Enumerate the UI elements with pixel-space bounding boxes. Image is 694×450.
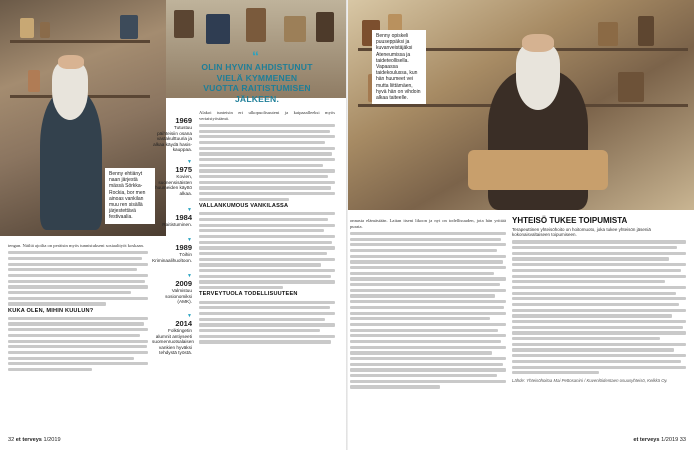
- magazine-brand: et terveys: [633, 437, 660, 443]
- triangle-icon: ▼: [187, 208, 192, 213]
- timeline-item: [152, 274, 192, 305]
- left-photo-caption: Benny ehtiänyt naan järjestä mässä Sörkka-Rockia, bor men ainoas vankilan muu ren sisällä järjestettävä festivaalia.: [105, 168, 155, 224]
- pull-quote: OLIN HYVIN AHDISTUNUT VIELÄ KYMMENEN VUOTTA RAITISTUMISEN JÄLKEEN.: [201, 62, 313, 104]
- magazine-brand: et terveys: [15, 437, 42, 443]
- timeline-item: [152, 116, 192, 153]
- timeline-text: Kovien, suonensisäisten huumeiden käyttö alkaa.: [154, 174, 192, 196]
- section-subhead: VALLANKUMOUS VANKILASSA: [199, 203, 289, 210]
- timeline-year: 1975: [175, 165, 192, 174]
- timeline-year: 1989: [175, 243, 192, 252]
- triangle-icon: ▼: [187, 314, 192, 319]
- page-number: 32: [8, 437, 15, 443]
- issue-label: 1/2019: [661, 437, 679, 443]
- quote-mark-icon: “: [252, 48, 259, 64]
- timeline-item: [152, 160, 192, 196]
- article-column-b: [199, 110, 335, 346]
- body-paragraph: tengan. Näiltä ajoilta on peräisin myös tunnistukseni sosiaalityöt koskaan.: [8, 243, 145, 248]
- triangle-icon: ▼: [187, 160, 192, 165]
- article-column-c: [350, 218, 506, 391]
- timeline-item: [152, 208, 192, 228]
- section-subhead: TERVEYTUOLA TODELLISUUTEEN: [199, 291, 298, 298]
- timeline-year: 1969: [175, 116, 192, 125]
- timeline-text: Tutustuu päihteisiin osana vastakulttuuria ja alkaa käydä hasis-kauppaa.: [153, 125, 192, 153]
- right-photo-caption: Benny opiskeli puuseppäksi ja kuvanveistäjäksi Ateneumissa ja taideteollisella. Vapaassa taidekoulussa, kun hän huumeet vei mutta liittämäen, hyvä hän on vihdoin alkaa taiteelle.: [372, 30, 426, 104]
- info-box: [512, 218, 686, 384]
- timeline-text: Töihin Kriminaalihuoltoon.: [152, 252, 192, 263]
- timeline-year: 2009: [175, 279, 192, 288]
- info-box-text: Terapeuttinen yhteisöhoito on hoitomuoto, joka tukee yhteisön jäseniä kokonaisvaltaiseen toipumiseen.: [512, 226, 651, 238]
- left-footer: [8, 437, 61, 443]
- issue-label: 1/2019: [43, 437, 61, 443]
- triangle-icon: ▼: [187, 274, 192, 279]
- timeline-item: [152, 238, 192, 263]
- timeline-text: Raitistuminen.: [162, 222, 192, 227]
- section-subhead: KUKA OLEN, MIHIN KUULUN?: [8, 307, 94, 314]
- timeline-item: [152, 314, 192, 356]
- body-paragraph: onnasta elämästään. Laitan itseni likoon ja nyt on todellisuuden, jota hän yrittää purata.: [350, 218, 506, 229]
- info-box-title: YHTEISÖ TUKEE TOIPUMISTA: [512, 216, 628, 225]
- timeline-year: 2014: [175, 319, 192, 328]
- article-column-a: [8, 243, 148, 374]
- page-number: 33: [679, 437, 686, 443]
- triangle-icon: ▼: [187, 238, 192, 243]
- source-note: Lähde: Yhteisöhoitoa Mai Pettosanini / Kuvenlöidentaen osuusyhteisö, Kelkkä Oy.: [512, 378, 668, 384]
- timeline-text: Folktingetin alumnit antiyseeti suomenruotsalaisen vankien hyväksi tehdystä työstä.: [152, 328, 194, 356]
- timeline-text: Valmistuu sosionomiksi (AMK).: [165, 288, 192, 305]
- body-paragraph: Alakoi tunteisin eri ulkopuolisuuteni ja kaipaaalleeksi myös vertaistyöstämä.: [199, 110, 335, 121]
- timeline-year: 1984: [175, 213, 192, 222]
- right-footer: [633, 437, 686, 443]
